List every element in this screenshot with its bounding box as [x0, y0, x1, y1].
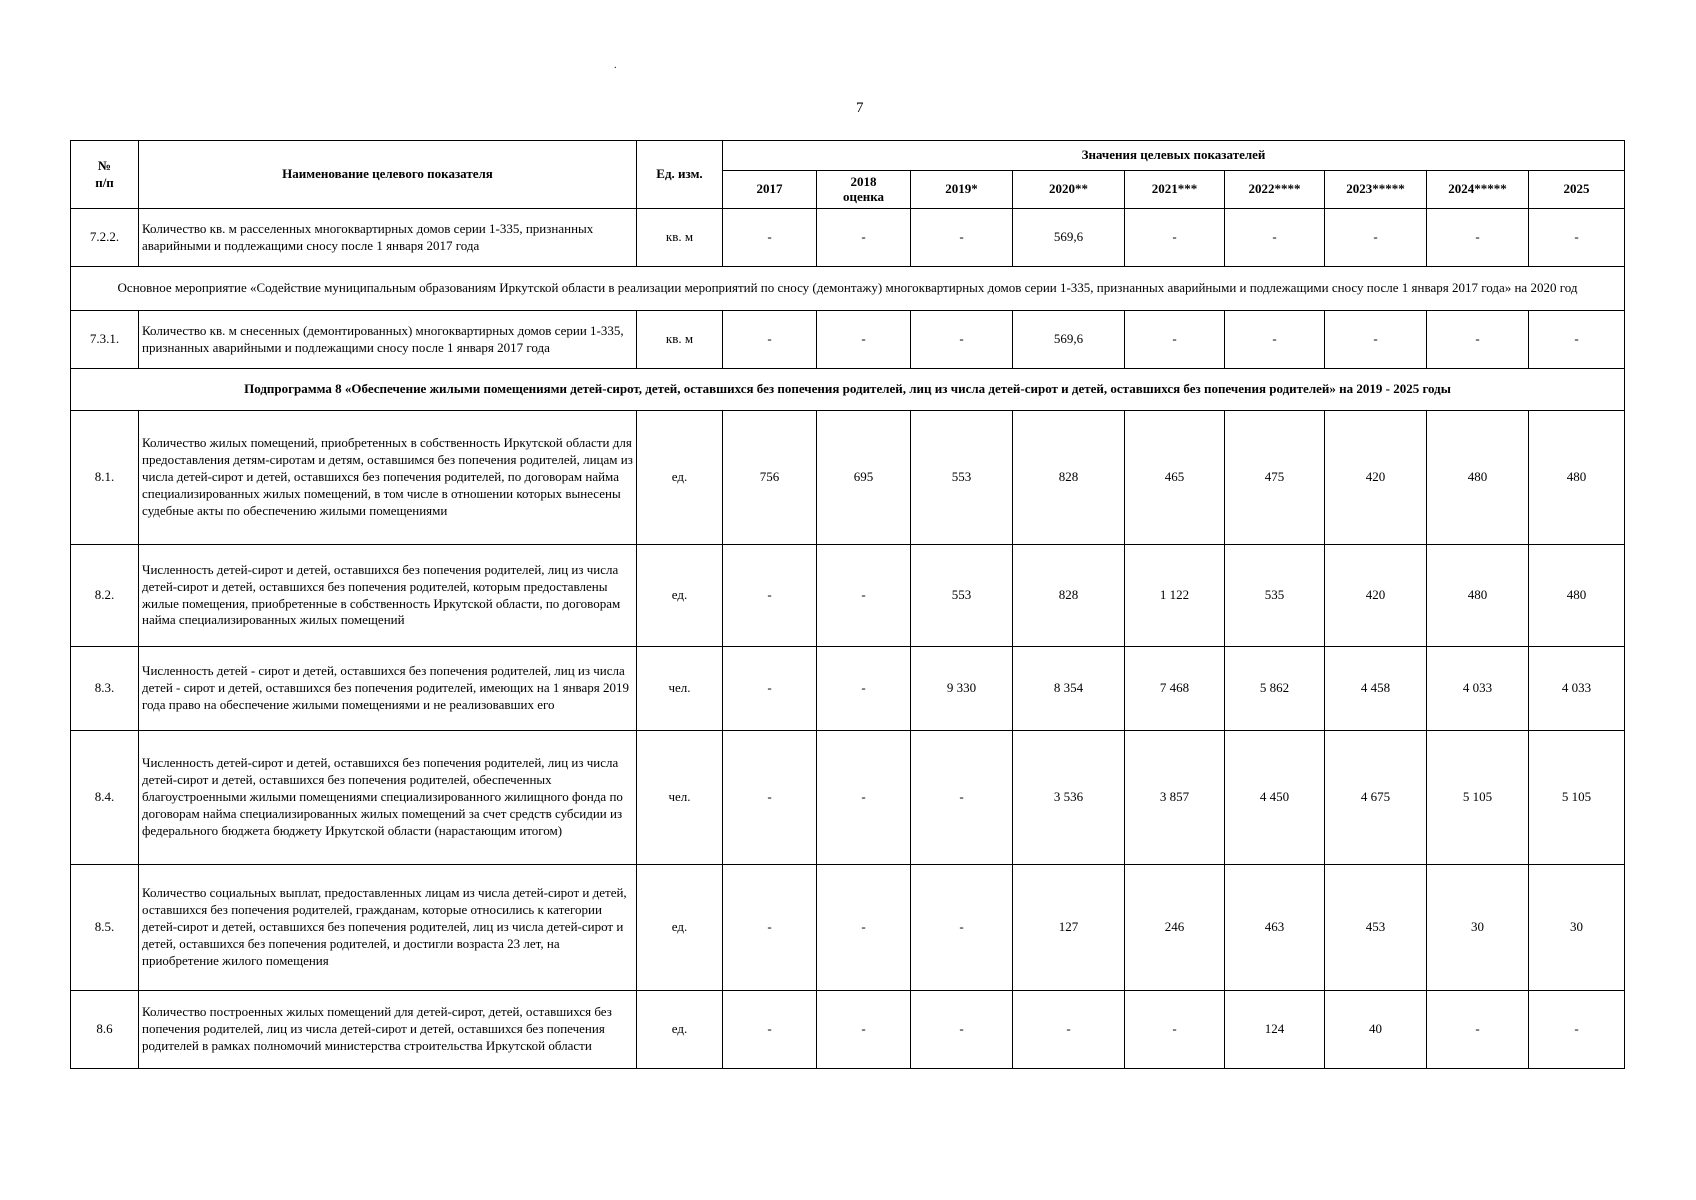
row-value: 569,6 [1013, 209, 1125, 267]
row-name: Численность детей - сирот и детей, оставшихся без попечения родителей, лиц из числа детей - сирот и детей, оставшихся без попечения родителей, имеющих на 1 января 2019 года право на обеспечение жилыми помещениями и не реализовавших его [139, 647, 637, 731]
row-value: 553 [911, 411, 1013, 545]
row-value: 535 [1225, 545, 1325, 647]
row-name: Количество построенных жилых помещений для детей-сирот, детей, оставшихся без попечения родителей, лиц из числа детей-сирот и детей, оставшихся без попечения родителей в рамках полномочий министерства строительства Иркутской области [139, 991, 637, 1069]
table-row [71, 991, 1625, 1069]
row-value: 3 857 [1125, 731, 1225, 865]
row-value: - [817, 991, 911, 1069]
header-name: Наименование целевого показателя [139, 141, 637, 209]
row-value: 480 [1427, 411, 1529, 545]
row-value: - [817, 311, 911, 369]
row-value: - [911, 865, 1013, 991]
row-num: 8.6 [71, 991, 139, 1069]
row-num: 8.1. [71, 411, 139, 545]
header-num: № п/п [71, 141, 139, 209]
row-name: Количество жилых помещений, приобретенных в собственность Иркутской области для предоставления детям-сиротам и детям, оставшимся без попечения родителей, лицам из числа детей-сирот и детей, оставшихся без попечения родителей, по договорам найма специализированных жилых помещений, в том числе в отношении которых вынесены судебные акты по обеспечению жилыми помещениями [139, 411, 637, 545]
row-name: Количество кв. м снесенных (демонтированных) многоквартирных домов серии 1-335, признанных аварийными и подлежащими сносу после 1 января 2017 года [139, 311, 637, 369]
row-name: Численность детей-сирот и детей, оставшихся без попечения родителей, лиц из числа детей-сирот и детей, оставшихся без попечения родителей, которым предоставлены жилые помещения, приобретенные в собственность Иркутской области, по договорам найма специализированных жилых помещений [139, 545, 637, 647]
row-num: 8.5. [71, 865, 139, 991]
table-row [71, 545, 1625, 647]
header-year: 2020** [1013, 171, 1125, 209]
row-value: 4 458 [1325, 647, 1427, 731]
row-value: - [1013, 991, 1125, 1069]
row-value: 4 675 [1325, 731, 1427, 865]
row-value: - [911, 731, 1013, 865]
row-value: 7 468 [1125, 647, 1225, 731]
row-value: 4 450 [1225, 731, 1325, 865]
row-unit: ед. [637, 991, 723, 1069]
row-value: 5 862 [1225, 647, 1325, 731]
row-value: - [1529, 209, 1625, 267]
row-unit: ед. [637, 865, 723, 991]
section-row [71, 267, 1625, 311]
row-value: 4 033 [1427, 647, 1529, 731]
row-value: - [911, 991, 1013, 1069]
row-value: 475 [1225, 411, 1325, 545]
row-unit: ед. [637, 545, 723, 647]
row-value: - [1427, 991, 1529, 1069]
stray-mark: . [614, 60, 617, 71]
header-values: Значения целевых показателей [723, 141, 1625, 171]
table-row [71, 731, 1625, 865]
subprogram-row [71, 369, 1625, 411]
row-value: - [1225, 209, 1325, 267]
row-value: - [817, 545, 911, 647]
header-year: 2018 оценка [817, 171, 911, 209]
row-value: - [723, 311, 817, 369]
row-value: - [723, 991, 817, 1069]
row-num: 8.4. [71, 731, 139, 865]
row-value: - [1325, 209, 1427, 267]
subprogram-title: Подпрограмма 8 «Обеспечение жилыми помещениями детей-сирот, детей, оставшихся без попечения родителей, лиц из числа детей-сирот и детей, оставшихся без попечения родителей» на 2019 - 2025 годы [71, 369, 1625, 411]
row-value: - [1529, 311, 1625, 369]
table-row [71, 865, 1625, 991]
row-value: 30 [1427, 865, 1529, 991]
row-value: 756 [723, 411, 817, 545]
header-year: 2021*** [1125, 171, 1225, 209]
row-value: 480 [1529, 411, 1625, 545]
row-value: 420 [1325, 545, 1427, 647]
header-year: 2025 [1529, 171, 1625, 209]
row-value: - [817, 647, 911, 731]
row-unit: чел. [637, 647, 723, 731]
row-name: Численность детей-сирот и детей, оставшихся без попечения родителей, лиц из числа детей-сирот и детей, оставшихся без попечения родителей, обеспеченных благоустроенными жилыми помещениями специализированного жилищного фонда по договорам найма специализированных жилых помещений за счет средств субсидии из федерального бюджета бюджету Иркутской области (нарастающим итогом) [139, 731, 637, 865]
header-year: 2022**** [1225, 171, 1325, 209]
header-year: 2019* [911, 171, 1013, 209]
row-value: - [723, 731, 817, 865]
row-unit: ед. [637, 411, 723, 545]
row-value: 480 [1427, 545, 1529, 647]
row-value: 3 536 [1013, 731, 1125, 865]
row-value: - [1325, 311, 1427, 369]
row-value: - [723, 647, 817, 731]
row-value: - [817, 209, 911, 267]
row-unit: чел. [637, 731, 723, 865]
row-value: - [1125, 991, 1225, 1069]
row-num: 7.3.1. [71, 311, 139, 369]
row-value: 8 354 [1013, 647, 1125, 731]
row-value: 1 122 [1125, 545, 1225, 647]
row-value: 569,6 [1013, 311, 1125, 369]
row-num: 8.3. [71, 647, 139, 731]
header-year: 2024***** [1427, 171, 1529, 209]
row-unit: кв. м [637, 209, 723, 267]
header-year: 2023***** [1325, 171, 1427, 209]
header-year: 2017 [723, 171, 817, 209]
row-value: 30 [1529, 865, 1625, 991]
header-unit: Ед. изм. [637, 141, 723, 209]
row-value: - [911, 311, 1013, 369]
row-value: 4 033 [1529, 647, 1625, 731]
row-value: - [723, 545, 817, 647]
table-row [71, 647, 1625, 731]
row-value: - [1225, 311, 1325, 369]
row-value: 9 330 [911, 647, 1013, 731]
section-title: Основное мероприятие «Содействие муниципальным образованиям Иркутской области в реализации мероприятий по сносу (демонтажу) многоквартирных домов серии 1-335, признанных аварийными и подлежащими сносу после 1 января 2017 года» на 2020 год [71, 267, 1625, 311]
row-value: - [911, 209, 1013, 267]
row-value: 553 [911, 545, 1013, 647]
row-value: - [1427, 311, 1529, 369]
row-value: 465 [1125, 411, 1225, 545]
row-value: - [1125, 311, 1225, 369]
row-value: - [1427, 209, 1529, 267]
row-value: 124 [1225, 991, 1325, 1069]
row-value: - [1529, 991, 1625, 1069]
row-value: 246 [1125, 865, 1225, 991]
row-name: Количество кв. м расселенных многоквартирных домов серии 1-335, признанных аварийными и подлежащими сносу после 1 января 2017 года [139, 209, 637, 267]
row-value: 828 [1013, 411, 1125, 545]
row-value: 480 [1529, 545, 1625, 647]
table-row [71, 411, 1625, 545]
row-value: - [723, 865, 817, 991]
row-num: 8.2. [71, 545, 139, 647]
row-value: 420 [1325, 411, 1427, 545]
row-value: 40 [1325, 991, 1427, 1069]
row-value: - [723, 209, 817, 267]
row-value: - [817, 865, 911, 991]
row-value: 463 [1225, 865, 1325, 991]
row-value: 828 [1013, 545, 1125, 647]
row-value: 5 105 [1529, 731, 1625, 865]
row-unit: кв. м [637, 311, 723, 369]
table-row [71, 311, 1625, 369]
row-num: 7.2.2. [71, 209, 139, 267]
target-indicators-table [70, 140, 1625, 1069]
table-row [71, 209, 1625, 267]
row-value: 453 [1325, 865, 1427, 991]
row-value: 695 [817, 411, 911, 545]
row-value: - [817, 731, 911, 865]
row-name: Количество социальных выплат, предоставленных лицам из числа детей-сирот и детей, оставшихся без попечения родителей, гражданам, которые относились к категории детей-сирот и детей, оставшихся без попечения родителей, лиц из числа детей-сирот и детей, оставшихся без попечения родителей, и достигли возраста 23 лет, на приобретение жилого помещения [139, 865, 637, 991]
row-value: - [1125, 209, 1225, 267]
row-value: 5 105 [1427, 731, 1529, 865]
row-value: 127 [1013, 865, 1125, 991]
page-number: 7 [856, 100, 864, 116]
